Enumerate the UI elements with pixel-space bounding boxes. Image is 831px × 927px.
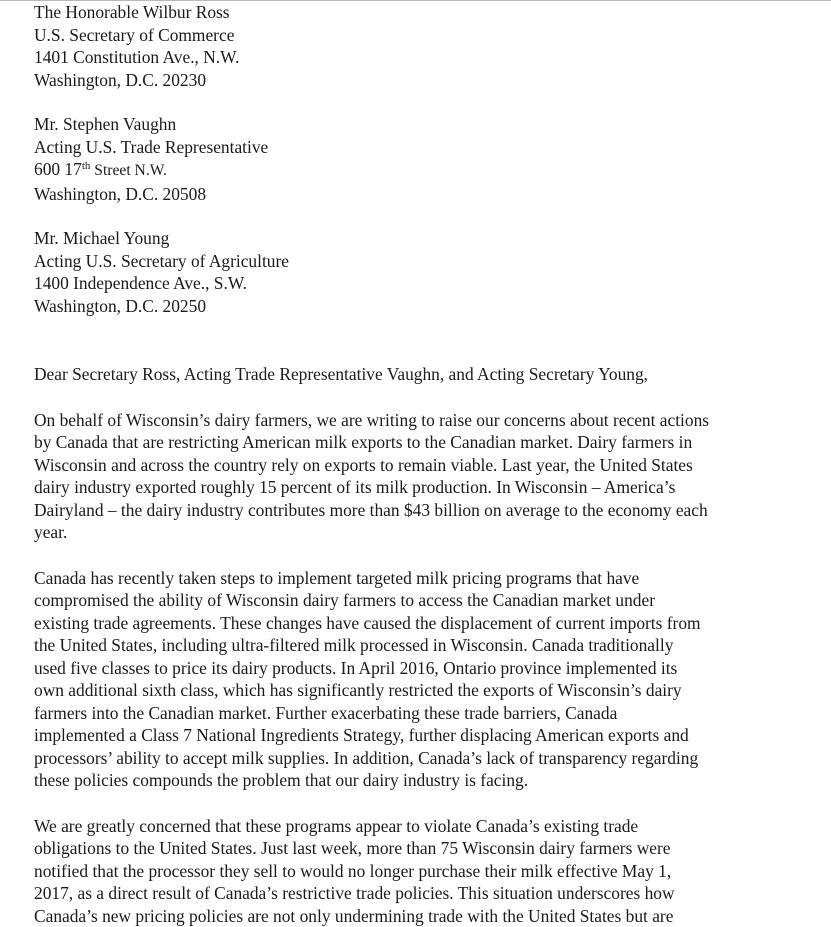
recipient-title: Acting U.S. Secretary of Agriculture [34, 250, 824, 273]
text-line: notified that the processor they sell to would no longer purchase their milk effective May 1, [34, 860, 824, 883]
text-line: Canada’s new pricing policies are not only undermining trade with the United States but are [34, 905, 824, 927]
text-line: these policies compounds the problem that our dairy industry is facing. [34, 769, 824, 792]
body-paragraph-1 [34, 409, 824, 544]
text-line: the United States, including ultra-filtered milk processed in Wisconsin. Canada traditionally [34, 634, 824, 657]
recipient-street: 1400 Independence Ave., S.W. [34, 272, 824, 295]
text-line: Wisconsin and across the country rely on exports to remain viable. Last year, the United States [34, 454, 824, 477]
recipient-address-agriculture [34, 227, 824, 317]
recipient-address-commerce [34, 1, 824, 91]
text-line: own additional sixth class, which has significantly restricted the exports of Wisconsin’s dairy [34, 679, 824, 702]
recipient-address-trade [34, 113, 824, 205]
recipient-name: The Honorable Wilbur Ross [34, 1, 824, 24]
recipient-title: U.S. Secretary of Commerce [34, 24, 824, 47]
recipient-title: Acting U.S. Trade Representative [34, 136, 824, 159]
text-line: dairy industry exported roughly 15 percent of its milk production. In Wisconsin – America’s [34, 476, 824, 499]
body-paragraph-2 [34, 567, 824, 792]
text-line: Dairyland – the dairy industry contributes more than $43 billion on average to the economy each [34, 499, 824, 522]
text-line: compromised the ability of Wisconsin dairy farmers to access the Canadian market under [34, 589, 824, 612]
street-ordinal: th [82, 160, 91, 172]
text-line: implemented a Class 7 National Ingredients Strategy, further displacing American exports and [34, 724, 824, 747]
street-suffix: Street N.W. [90, 162, 167, 179]
text-line: existing trade agreements. These changes have caused the displacement of current imports from [34, 612, 824, 635]
recipient-city: Washington, D.C. 20230 [34, 69, 824, 92]
text-line: Canada has recently taken steps to implement targeted milk pricing programs that have [34, 567, 824, 590]
text-line: obligations to the United States. Just last week, more than 75 Wisconsin dairy farmers were [34, 837, 824, 860]
text-line: On behalf of Wisconsin’s dairy farmers, we are writing to raise our concerns about recent actions [34, 409, 824, 432]
salutation: Dear Secretary Ross, Acting Trade Representative Vaughn, and Acting Secretary Young, [34, 363, 824, 386]
street-number: 600 17 [34, 159, 82, 179]
text-line: by Canada that are restricting American milk exports to the Canadian market. Dairy farmers in [34, 431, 824, 454]
text-line: used five classes to price its dairy products. In April 2016, Ontario province implemented its [34, 657, 824, 680]
recipient-city: Washington, D.C. 20508 [34, 183, 824, 206]
text-line: processors’ ability to accept milk supplies. In addition, Canada’s lack of transparency regarding [34, 747, 824, 770]
text-line: year. [34, 521, 824, 544]
recipient-street: 1401 Constitution Ave., N.W. [34, 46, 824, 69]
text-line: We are greatly concerned that these programs appear to violate Canada’s existing trade [34, 815, 824, 838]
recipient-name: Mr. Michael Young [34, 227, 824, 250]
recipient-city: Washington, D.C. 20250 [34, 295, 824, 318]
letter-page [34, 1, 824, 927]
recipient-name: Mr. Stephen Vaughn [34, 113, 824, 136]
text-line: farmers into the Canadian market. Further exacerbating these trade barriers, Canada [34, 702, 824, 725]
text-line: 2017, as a direct result of Canada’s restrictive trade policies. This situation underscores how [34, 882, 824, 905]
recipient-street [34, 158, 824, 183]
body-paragraph-3 [34, 815, 824, 927]
